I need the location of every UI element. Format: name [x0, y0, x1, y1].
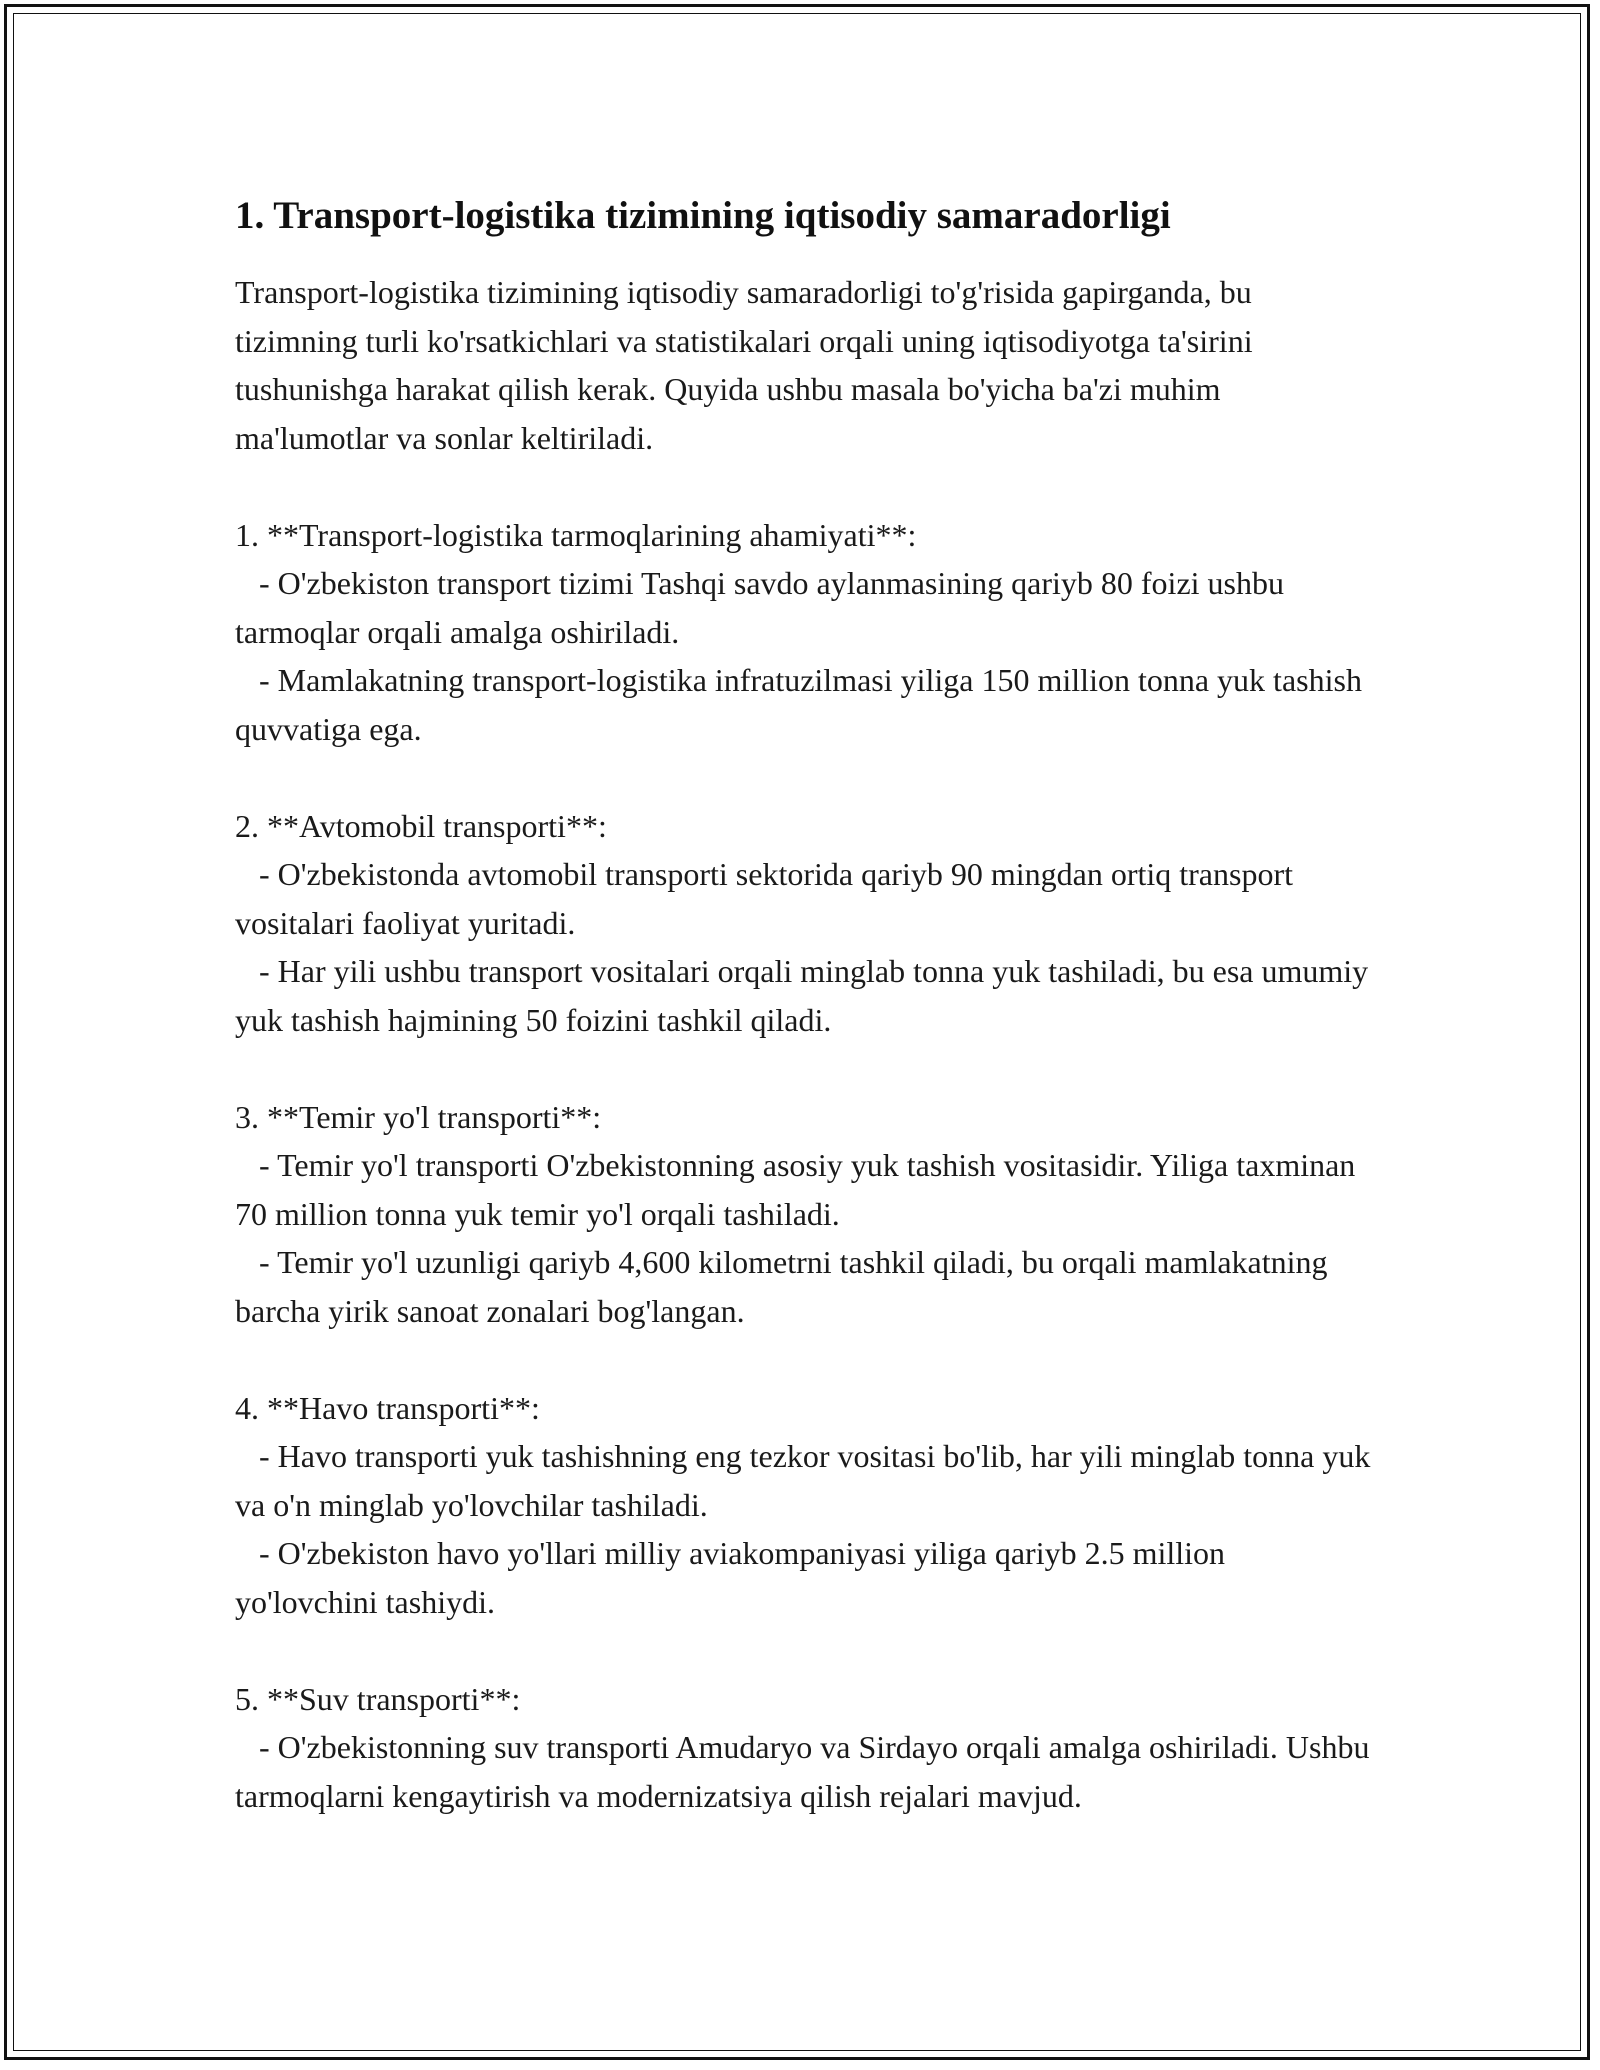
section-point	[235, 559, 1375, 656]
section-point	[235, 656, 1375, 753]
section-heading: 4. **Havo transporti**:	[235, 1389, 540, 1426]
section-avtomobil	[235, 802, 1375, 1045]
section-point	[235, 1432, 1375, 1529]
document-title: 1. Transport-logistika tizimining iqtisodiy samaradorligi	[235, 194, 1171, 237]
section-point-text: - Mamlakatning transport-logistika infratuzilmasi yiliga 150 million tonna yuk tashish quvvatiga ega.	[235, 662, 1362, 747]
section-point-text: - O'zbekistonning suv transporti Amudaryo va Sirdayo orqali amalga oshiriladi. Ushbu tarmoqlarni kengaytirish va modernizatsiya qilish rejalari mavjud.	[235, 1729, 1370, 1814]
section-temir-yol	[235, 1093, 1375, 1336]
document-body	[235, 188, 1375, 1820]
section-heading: 3. **Temir yo'l transporti**:	[235, 1098, 602, 1135]
section-transport-logistika	[235, 511, 1375, 754]
section-havo	[235, 1384, 1375, 1627]
section-point-text: - Havo transporti yuk tashishning eng tezkor vositasi bo'lib, har yili minglab tonna yuk va o'n minglab yo'lovchilar tashiladi.	[235, 1438, 1371, 1523]
section-point-text: - O'zbekiston transport tizimi Tashqi savdo aylanmasining qariyb 80 foizi ushbu tarmoqlar orqali amalga oshiriladi.	[235, 565, 1284, 650]
section-point-text: - O'zbekistonda avtomobil transporti sektorida qariyb 90 mingdan ortiq transport vositalari faoliyat yuritadi.	[235, 856, 1293, 941]
section-point	[235, 947, 1375, 1044]
section-point	[235, 1529, 1375, 1626]
section-point	[235, 1723, 1375, 1820]
section-heading: 1. **Transport-logistika tarmoqlarining ahamiyati**:	[235, 516, 917, 553]
section-heading: 5. **Suv transporti**:	[235, 1680, 521, 1717]
section-point-text: - Temir yo'l uzunligi qariyb 4,600 kilometrni tashkil qiladi, bu orqali mamlakatning barcha yirik sanoat zonalari bog'langan.	[235, 1244, 1328, 1329]
section-point-text: - O'zbekiston havo yo'llari milliy aviakompaniyasi yiliga qariyb 2.5 million yo'lovchini tashiydi.	[235, 1535, 1226, 1620]
section-point-text: - Temir yo'l transporti O'zbekistonning asosiy yuk tashish vositasidir. Yiliga taxminan 70 million tonna yuk temir yo'l orqali tashiladi.	[235, 1147, 1356, 1232]
section-point	[235, 1238, 1375, 1335]
section-suv	[235, 1675, 1375, 1821]
section-heading: 2. **Avtomobil transporti**:	[235, 807, 607, 844]
section-point	[235, 1141, 1375, 1238]
section-point-text: - Har yili ushbu transport vositalari orqali minglab tonna yuk tashiladi, bu esa umumiy yuk tashish hajmining 50 foizini tashkil qiladi.	[235, 953, 1369, 1038]
section-point	[235, 850, 1375, 947]
intro-paragraph: Transport-logistika tizimining iqtisodiy samaradorligi to'g'risida gapirganda, bu tizimning turli ko'rsatkichlari va statistikalari orqali uning iqtisodiyotga ta'sirini tushunishga harakat qilish kerak. Quyida ushbu masala bo'yicha ba'zi muhim ma'lumotlar va sonlar keltiriladi.	[235, 274, 1253, 456]
